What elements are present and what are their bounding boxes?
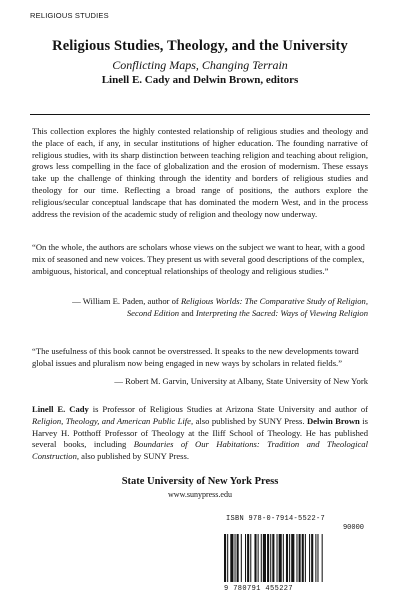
endorsement-text-1: “On the whole, the authors are scholars whose views on the subject we want to hear, with a good mix of seasoned and new voices. They present us with several good descriptions of the complex, ambiguous, historical, and conceptual relationships of theology and religious studies.” — [32, 242, 365, 276]
barcode-bar — [270, 534, 271, 582]
barcode-image — [220, 534, 366, 584]
endorsement-text-2: “The usefulness of this book cannot be overstressed. It speaks to the new developments toward global issues and pluralism now being engaged in new ways by scholars in related fields.” — [32, 346, 359, 368]
endorsement-quote-1 — [32, 242, 368, 277]
barcode-bar — [267, 534, 269, 582]
book-editors: Linell E. Cady and Delwin Brown, editors — [101, 74, 299, 86]
barcode-bar — [277, 534, 278, 582]
barcode-bar — [309, 534, 310, 582]
barcode-bar — [279, 534, 282, 582]
publisher-website: www.sunypress.edu — [168, 490, 232, 499]
attribution-work-2: Interpreting the Sacred: Ways of Viewing Religion — [195, 307, 368, 318]
description-text: This collection explores the highly contested relationship of religious studies and theology and the place of each, if any, in secular institutions of higher education. The founding narrative of religious studies, with its sharp distinction between teaching religion and teaching about religion, grows less compelling in the face of globalization and the erosion of modernism. These essays take up the challenge of thinking through the identity and borders of religious studies and theology for our time. Reflecting a broad range of positions, the authors explore the religious/secular conceptual landscape that has dominated the modern West, and in the process address the revision of the academic study of religion and theology now underway. — [32, 126, 368, 219]
barcode-bar — [263, 534, 266, 582]
bio-text-1: is Professor of Religious Studies at Arizona State University and author of — [88, 404, 368, 414]
barcode-bar — [291, 534, 294, 582]
price-code: 90000 — [342, 524, 364, 532]
barcode-bar — [250, 534, 251, 582]
publisher-name: State University of New York Press — [121, 476, 279, 487]
bio-name-1: Linell E. Cady — [32, 404, 89, 414]
barcode-bar — [272, 534, 274, 582]
description-paragraph — [32, 126, 368, 220]
barcode-bar — [315, 534, 316, 582]
bio-text-4: also published by SUNY Press. — [79, 451, 189, 462]
barcode-bar — [241, 534, 242, 582]
barcode-bar — [296, 534, 297, 582]
barcode-area — [220, 515, 366, 595]
barcode-number: 9 780791 455227 — [224, 585, 294, 593]
attribution-prefix: — William E. Paden, author of — [72, 296, 181, 306]
barcode-bar — [317, 534, 318, 582]
bio-book-2: Boundaries of Our Habitations: Tradition and Theological Construction, — [32, 439, 368, 462]
barcode-bar — [254, 534, 256, 582]
book-subtitle: Conflicting Maps, Changing Terrain — [112, 58, 288, 72]
endorsement-attribution-2: — Robert M. Garvin, University at Albany, State University of New York — [114, 376, 368, 386]
barcode-bar — [286, 534, 288, 582]
bio-book-1: Religion, Theology, and American Public Life, — [32, 415, 194, 426]
barcode-bar — [299, 534, 301, 582]
bio-text-3: is Harvey H. Potthoff Professor of Theology at the Iliff School of Theology. He has published several books, including — [32, 415, 369, 450]
endorsement-attribution-1 — [58, 296, 368, 320]
barcode-bar — [305, 534, 306, 582]
barcode-bar — [311, 534, 313, 582]
attribution-work-1: Religious Worlds: The Comparative Study of Religion, Second Edition — [126, 296, 368, 318]
barcode-bar — [230, 534, 233, 582]
editors-bio — [32, 404, 368, 463]
barcode-bar — [237, 534, 239, 582]
barcode-bar — [247, 534, 249, 582]
barcode-bar — [224, 534, 226, 582]
barcode-bar — [258, 534, 259, 582]
barcode-bar — [289, 534, 290, 582]
bio-text-2: also published by SUNY Press. — [193, 415, 307, 426]
bio-name-2: Delwin Brown — [306, 415, 360, 426]
barcode-bar — [235, 534, 236, 582]
divider — [30, 114, 370, 115]
endorsement-quote-2 — [32, 346, 368, 370]
barcode-bar — [302, 534, 304, 582]
isbn-text: ISBN 978-0-7914-5522-7 — [226, 515, 326, 523]
barcode-bar — [322, 534, 323, 582]
barcode-bar — [283, 534, 284, 582]
barcode-bar — [261, 534, 262, 582]
book-title: Religious Studies, Theology, and the University — [52, 38, 348, 54]
attribution-and: and — [179, 307, 196, 318]
barcode-bar — [245, 534, 246, 582]
category-label: RELIGIOUS STUDIES — [30, 11, 109, 20]
barcode-bar — [227, 534, 228, 582]
book-header — [0, 38, 400, 88]
